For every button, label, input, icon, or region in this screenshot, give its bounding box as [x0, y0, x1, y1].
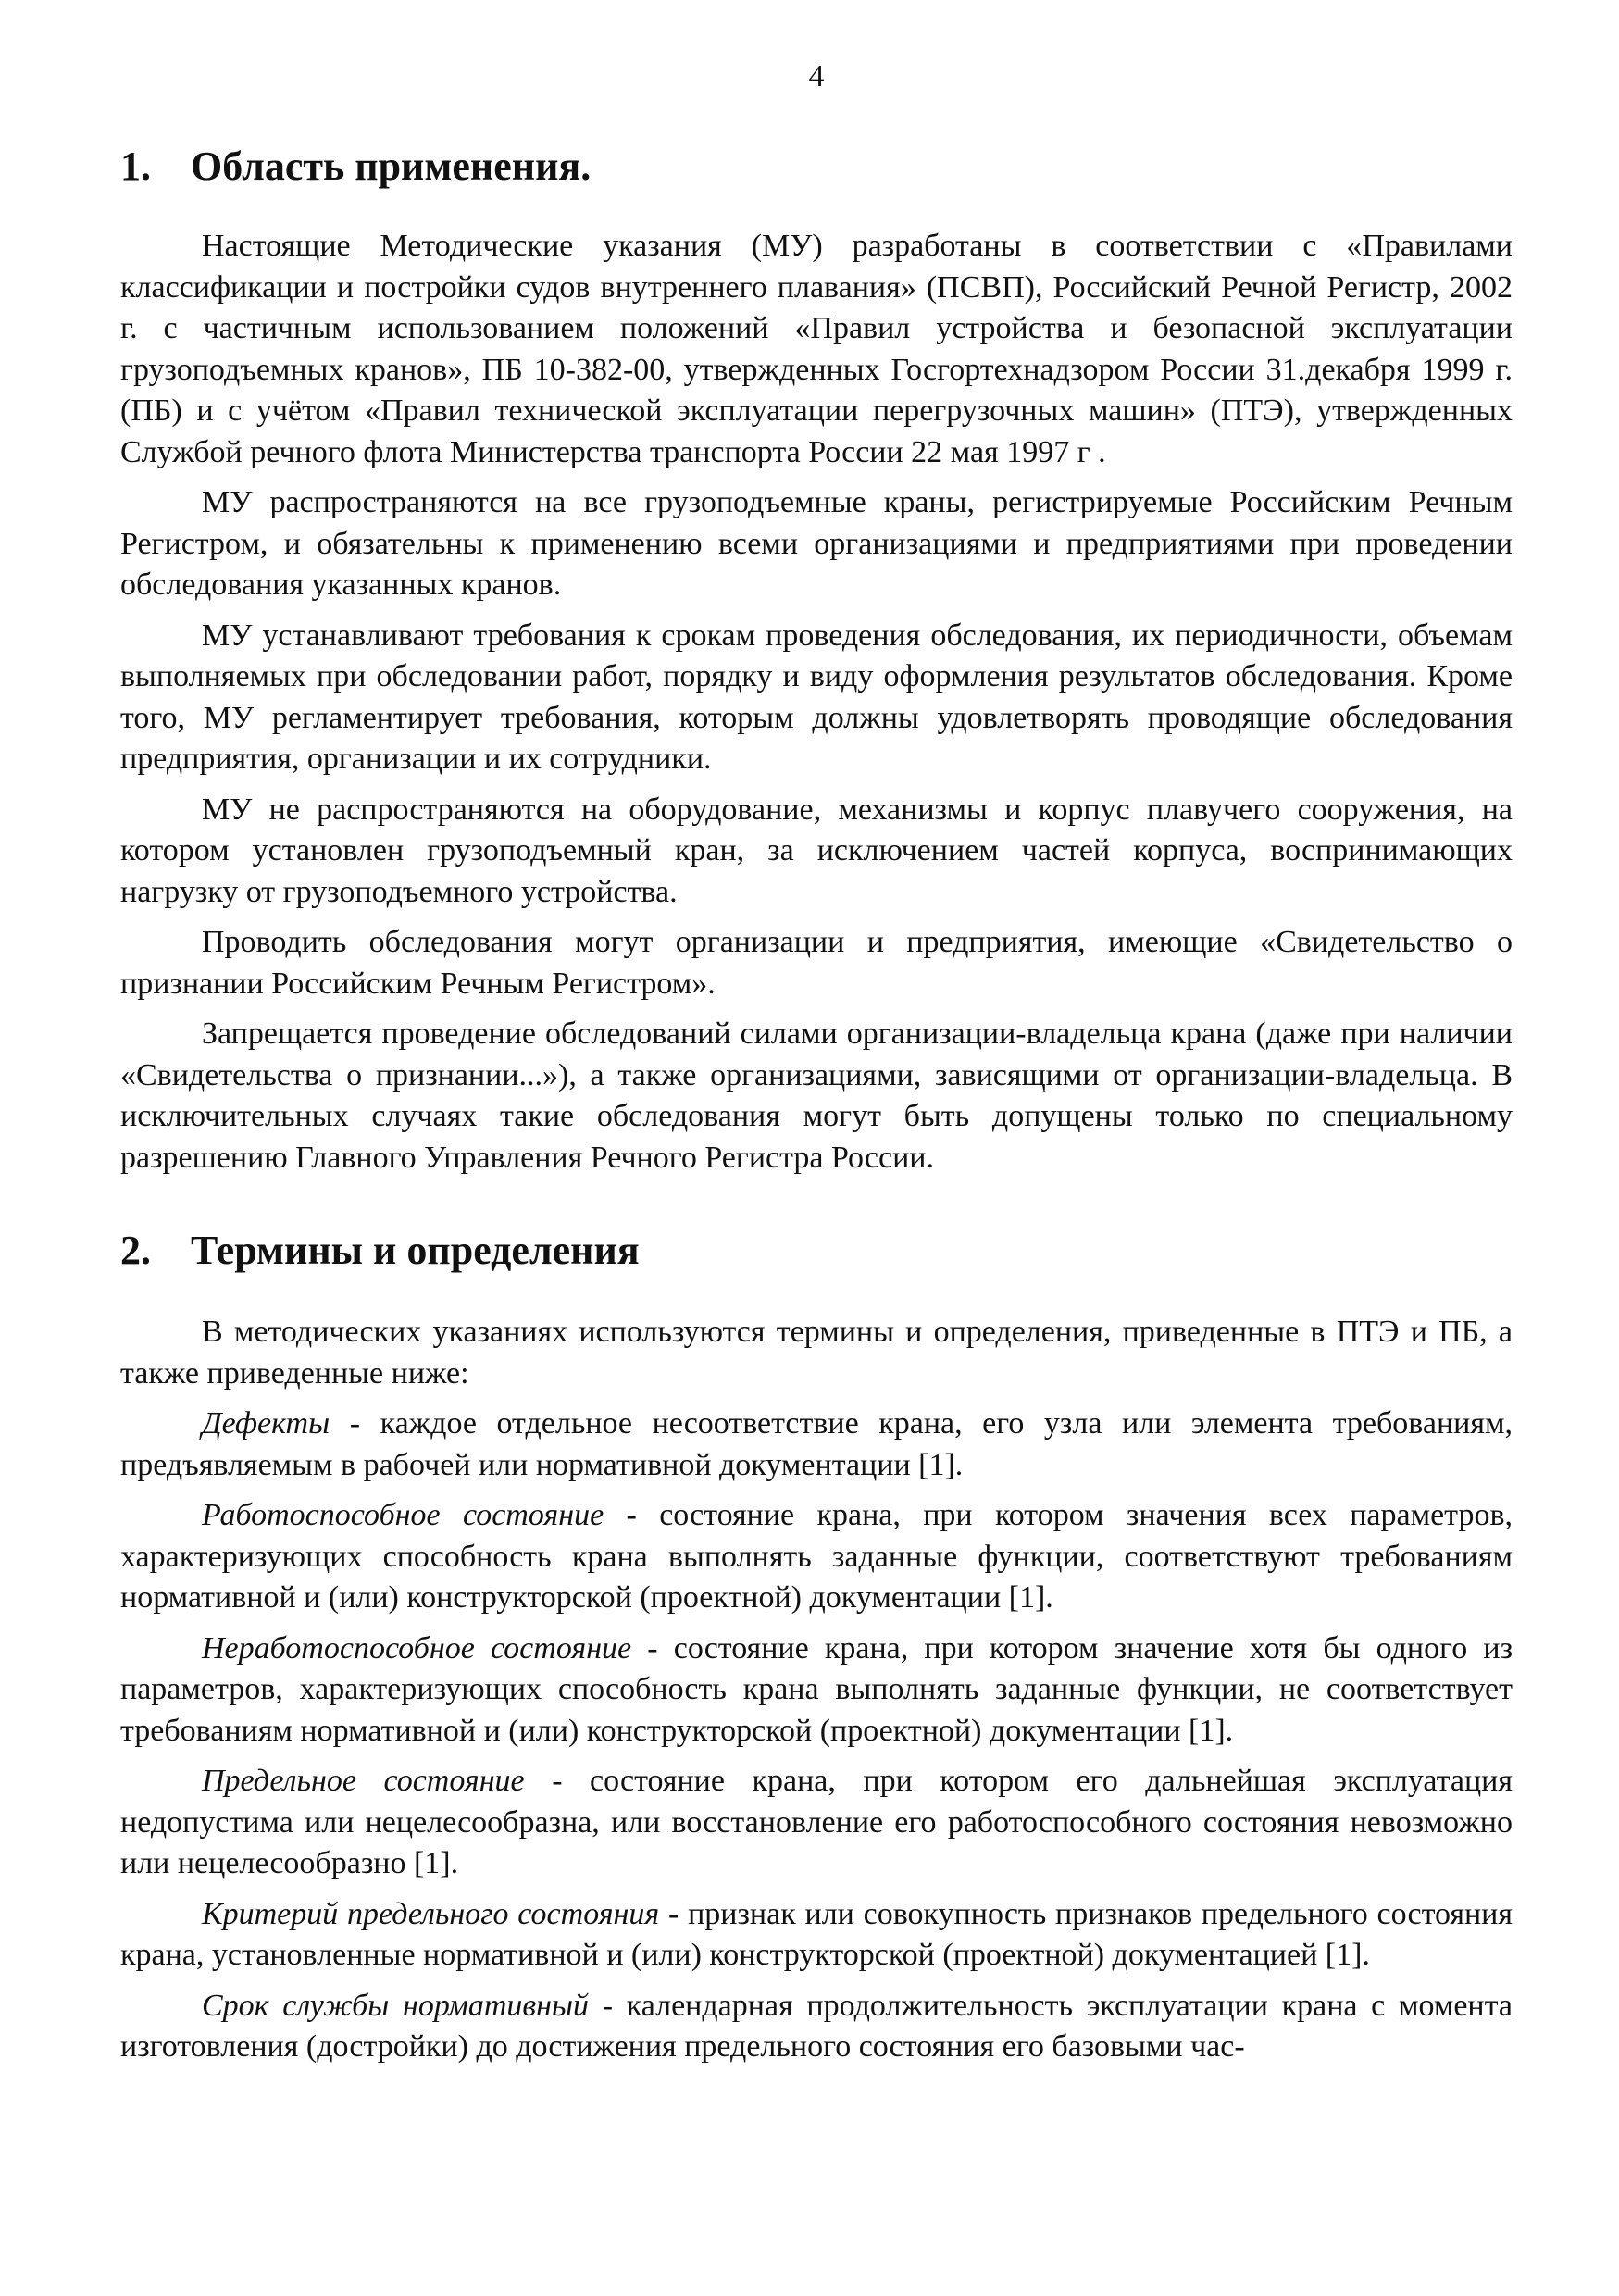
section-1-heading: [120, 141, 1513, 193]
definition-text: - состояние крана, при котором его дальнейшая эксплуатация недопустима или нецелесообразна, или восстановление его работоспособного состояния невозможно или нецелесообразно [1].: [120, 1764, 1513, 1880]
definition-item: [120, 1986, 1513, 2068]
definition-item: [120, 1495, 1513, 1619]
section-1-paragraph: Запрещается проведение обследований силами организации-владельца крана (даже при наличии «Свидетельства о признании...»), а также организациями, зависящими от организации-владельца. В исключительных случаях такие обследования могут быть допущены только по специальному разрешению Главного Управления Речного Регистра России.: [120, 1017, 1513, 1175]
section-2-number: 2.: [120, 1228, 151, 1273]
section-2-intro: В методических указаниях используются термины и определения, приведенные в ПТЭ и ПБ, а также приведенные ниже:: [120, 1315, 1513, 1391]
section-1-title: Область применения.: [191, 144, 592, 189]
definition-item: [120, 1761, 1513, 1885]
definition-term: Дефекты: [202, 1406, 330, 1441]
definition-text: - состояние крана, при котором значения всех параметров, характеризующих способность крана выполнять заданные функции, соответствуют требованиям нормативной и (или) конструкторской (проектной) документации [1].: [120, 1498, 1513, 1615]
definition-text: - календарная продолжительность эксплуатации крана с момента изготовления (достройки) до достижения предельного состояния его базовыми час-: [120, 1988, 1513, 2064]
definition-text: - состояние крана, при котором значение хотя бы одного из параметров, характеризующих способность крана выполнять заданные функции, не соответствует требованиям нормативной и (или) конструкторской (проектной) документации [1].: [120, 1630, 1513, 1748]
definition-item: [120, 1404, 1513, 1486]
section-1-paragraph: МУ устанавливают требования к срокам проведения обследования, их периодичности, объемам выполняемых при обследовании работ, порядку и виду оформления результатов обследования. Кроме того, МУ регламентирует требования, которым должны удовлетворять проводящие обследования предприятия, организации и их сотрудники.: [120, 618, 1513, 776]
definition-term: Неработоспособное состояние: [202, 1630, 632, 1666]
definition-term: Работоспособное состояние: [202, 1498, 604, 1532]
definition-text: - каждое отдельное несоответствие крана, его узла или элемента требованиям, предъявляемым в рабочей или нормативной документации [1].: [120, 1406, 1513, 1482]
section-2-title: Термины и определения: [191, 1228, 640, 1273]
definition-text: - признак или совокупность признаков предельного состояния крана, установленные нормативной и (или) конструкторской (проектной) документацией [1].: [120, 1896, 1513, 1972]
definition-term: Предельное состояние: [202, 1764, 525, 1798]
definition-term: Критерий предельного состояния: [202, 1896, 660, 1931]
section-1-number: 1.: [120, 144, 151, 189]
section-1-paragraph: МУ не распространяются на оборудование, механизмы и корпус плавучего сооружения, на котором установлен грузоподъемный кран, за исключением частей корпуса, воспринимающих нагрузку от грузоподъемного устройства.: [120, 792, 1513, 909]
section-1-paragraph: Настоящие Методические указания (МУ) разработаны в соответствии с «Правилами классификации и постройки судов внутреннего плавания» (ПСВП), Российский Речной Регистр, 2002 г. с частичным использованием положений «Правил устройства и безопасной эксплуатации грузоподъемных кранов», ПБ 10-382-00, утвержденных Госгортехнадзором России 31.декабря 1999 г. (ПБ) и с учётом «Правил технической эксплуатации перегрузочных машин» (ПТЭ), утвержденных Службой речного флота Министерства транспорта России 22 мая 1997 г .: [120, 229, 1513, 469]
definition-term: Срок службы нормативный: [202, 1988, 590, 2023]
section-2-heading: [120, 1225, 1513, 1277]
section-1-paragraph: Проводить обследования могут организации и предприятия, имеющие «Свидетельство о признании Российским Речным Регистром».: [120, 925, 1513, 1001]
definition-item: [120, 1628, 1513, 1753]
section-1-paragraph: МУ распространяются на все грузоподъемные краны, регистрируемые Российским Речным Регистром, и обязательны к применению всеми организациями и предприятиями при проведении обследования указанных кранов.: [120, 485, 1513, 602]
definition-item: [120, 1894, 1513, 1977]
page-number: 4: [808, 59, 825, 94]
